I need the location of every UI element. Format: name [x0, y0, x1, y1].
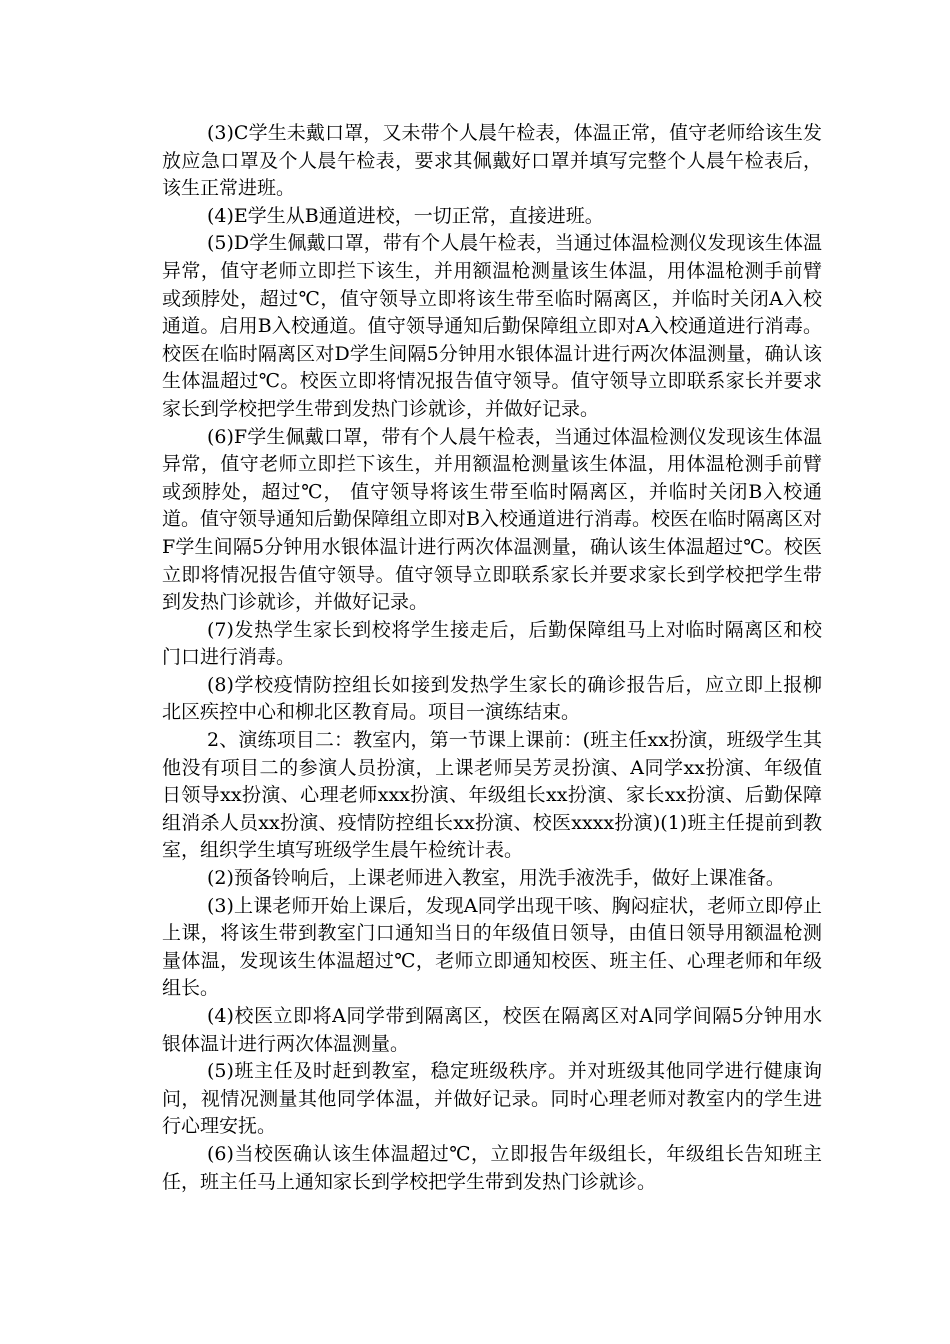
paragraph-3: (3)C学生未戴口罩，又未带个人晨午检表，体温正常，值守老师给该生发放应急口罩及个人晨午检表，要求其佩戴好口罩并填写完整个人晨午检表后，该生正常进班。 — [162, 122, 822, 200]
paragraph-drill-project-2: 2、演练项目二：教室内，第一节课上课前：(班主任xx扮演，班级学生其他没有项目二的参演人员扮演，上课老师吴芳灵扮演、A同学xx扮演、年级值日领导xx扮演、心理老师xxx扮演、年级组长xx扮演、家长xx扮演、后勤保障组消杀人员xx扮演、疫情防控组长xx扮演、校医xxxx扮演)(1)班主任提前到教室，组织学生填写班级学生晨午检统计表。 — [162, 729, 822, 862]
paragraph-4: (4)E学生从B通道进校，一切正常，直接进班。 — [207, 204, 604, 227]
paragraph-3b: (3)上课老师开始上课后，发现A同学出现干咳、胸闷症状，老师立即停止上课，将该生带到教室门口通知当日的年级值日领导，由值日领导用额温枪测量体温，发现该生体温超过℃，老师立即通知校医、班主任、心理老师和年级组长。 — [162, 894, 822, 1000]
paragraph-5b: (5)班主任及时赶到教室，稳定班级秩序。并对班级其他同学进行健康询问，视情况测量其他同学体温，并做好记录。同时心理老师对教室内的学生进行心理安抚。 — [162, 1060, 822, 1138]
paragraph-6: (6)F学生佩戴口罩，带有个人晨午检表，当通过体温检测仪发现该生体温异常，值守老师立即拦下该生，并用额温枪测量该生体温，用体温枪测手前臂或颈脖处，超过℃， 值守领导将该生带至临时隔离区，并临时关闭B入校通道。值守领导通知后勤保障组立即对B入校通道进行消毒。校医在临时隔离区对F学生间隔5分钟用水银体温计进行两次体温测量，确认该生体温超过℃。校医立即将情况报告值守领导。值守领导立即联系家长并要求家长到学校把学生带到发热门诊就诊，并做好记录。 — [162, 425, 822, 614]
paragraph-5: (5)D学生佩戴口罩，带有个人晨午检表，当通过体温检测仪发现该生体温异常，值守老师立即拦下该生，并用额温枪测量该生体温，用体温枪测手前臂或颈脖处，超过℃，值守领导立即将该生带至临时隔离区，并临时关闭A入校通道。启用B入校通道。值守领导通知后勤保障组立即对A入校通道进行消毒。校医在临时隔离区对D学生间隔5分钟用水银体温计进行两次体温测量，确认该生体温超过℃。校医立即将情况报告值守领导。值守领导立即联系家长并要求家长到学校把学生带到发热门诊就诊，并做好记录。 — [162, 232, 822, 420]
paragraph-6b: (6)当校医确认该生体温超过℃，立即报告年级组长，年级组长告知班主任，班主任马上通知家长到学校把学生带到发热门诊就诊。 — [162, 1142, 822, 1193]
paragraph-8: (8)学校疫情防控组长如接到发热学生家长的确诊报告后，应立即上报柳北区疾控中心和柳北区教育局。项目一演练结束。 — [162, 673, 822, 724]
paragraph-2: (2)预备铃响后，上课老师进入教室，用洗手液洗手，做好上课准备。 — [207, 867, 785, 890]
document-body — [162, 120, 822, 1196]
paragraph-7: (7)发热学生家长到校将学生接走后，后勤保障组马上对临时隔离区和校门口进行消毒。 — [162, 618, 822, 669]
paragraph-4b: (4)校医立即将A同学带到隔离区，校医在隔离区对A同学间隔5分钟用水银体温计进行两次体温测量。 — [162, 1005, 822, 1055]
